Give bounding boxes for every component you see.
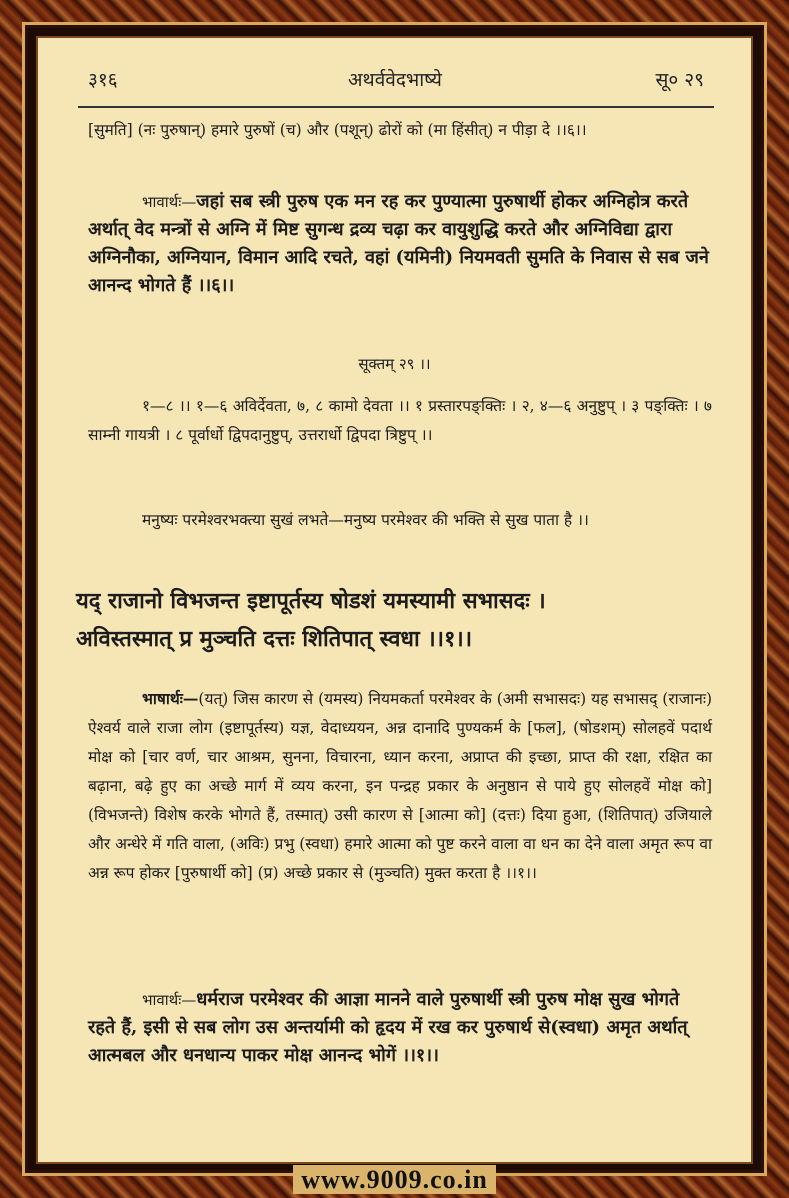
mantra-line-2: अविस्तस्मात् प्र मुञ्चति दत्तः शितिपात् स्वधा ।।१।।	[76, 626, 473, 652]
page-number: ३१६	[88, 69, 118, 91]
website-footer	[0, 1165, 789, 1195]
mantra-line-1: यद् राजानो विभजन्त इष्टापूर्तस्य षोडशं यमस्यामी सभासदः ।	[76, 588, 546, 614]
book-page	[36, 36, 753, 1164]
bhavarth-2-label: भावार्थः—	[142, 991, 197, 1009]
devata-text: १—८ ।। १—६ अविर्देवता, ७, ८ कामो देवता ।। १ प्रस्तारपङ्क्तिः । २, ४—६ अनुष्टुप् । ३ पङ्क्तिः । ७ साम्नी गायत्री । ८ पूर्वार्धो द्विपदानुष्टुप्, उत्तरार्धो द्विपदा त्रिष्टुप् ।।	[88, 397, 712, 444]
header-rule	[78, 106, 714, 108]
suktam-heading: सूक्तम् २९ ।।	[358, 355, 431, 373]
bhashya	[88, 684, 712, 888]
website-link[interactable]: www.9009.co.in	[293, 1165, 496, 1194]
paragraph-top: [सुमति] (नः पुरुषान्) हमारे पुरुषों (च) और (पशून्) ढोरों को (मा हिंसीत्) न पीड़ा दे ।।६।।	[88, 121, 587, 139]
page-header	[64, 60, 726, 100]
bhavarth-2-text: धर्मराज परमेश्वर की आज्ञा मानने वाले पुरुषार्थी स्त्री पुरुष मोक्ष सुख भोगते रहते हैं, इसी से सब लोग उस अन्तर्यामी को हृदय में रख कर पुरुषार्थ से(स्वधा) अमृत अर्थात् आत्मबल और धनधान्य पाकर मोक्ष आनन्द भोगें ।।१।।	[88, 989, 688, 1066]
devata-line	[88, 392, 712, 450]
book-title: अथर्ववेदभाष्ये	[348, 69, 442, 91]
intro-line	[88, 506, 712, 535]
bhavarth-1-text: जहां सब स्त्री पुरुष एक मन रह कर पुण्यात्मा पुरुषार्थी होकर अग्निहोत्र करते अर्थात् वेद मन्त्रों से अग्नि में मिष्ट सुगन्ध द्रव्य चढ़ा कर वायुशुद्धि करते और अग्निविद्या द्वारा अग्निनौका, अग्नियान, विमान आदि रचते, वहां (यमिनी) नियमवती सुमति के निवास से सब जने आनन्द भोगते हैं ।।६।।	[88, 191, 709, 296]
bhavarth-1-label: भावार्थः—	[142, 193, 197, 211]
bhashya-label: भाषार्थः—	[142, 689, 199, 708]
intro-text: मनुष्यः परमेश्वरभक्त्या सुखं लभते—मनुष्य परमेश्वर की भक्ति से सुख पाता है ।।	[142, 511, 589, 529]
mantra	[76, 582, 726, 658]
sukta-reference: सू० २९	[655, 69, 704, 91]
bhashya-text: (यत्) जिस कारण से (यमस्य) नियमकर्ता परमेश्वर के (अमी सभासदः) यह सभासद् (राजानः) ऐश्वर्य वाले राजा लोग (इष्टापूर्तस्य) यज्ञ, वेदाध्ययन, अन्न दानादि पुण्यकर्म के [फल], (षोडशम्) सोलहवें पदार्थ मोक्ष को [चार वर्ण, चार आश्रम, सुनना, विचारना, ध्यान करना, अप्राप्त की इच्छा, प्राप्त की रक्षा, रक्षित का बढ़ाना, बढ़े हुए का अच्छे मार्ग में व्यय करना, इन पन्द्रह प्रकार के अनुष्ठान से पाये हुए सोलहवें मोक्ष को] (विभजन्ते) विशेष करके भोगते हैं, तस्मात्) उसी कारण से [आत्मा को] (दत्तः) दिया हुआ, (शितिपात्) उजियाले और अन्धेरे में गति वाला, (अविः) प्रभु (स्वधा) हमारे आत्मा को पुष्ट करने वाला वा धन का देने वाला अमृत रूप वा अन्न रूप होकर [पुरुषार्थी को] (प्र) अच्छे प्रकार से (मुञ्चति) मुक्त करता है ।।१।।	[88, 690, 712, 882]
bhavarth-1	[88, 188, 712, 300]
bhavarth-2	[88, 986, 712, 1070]
